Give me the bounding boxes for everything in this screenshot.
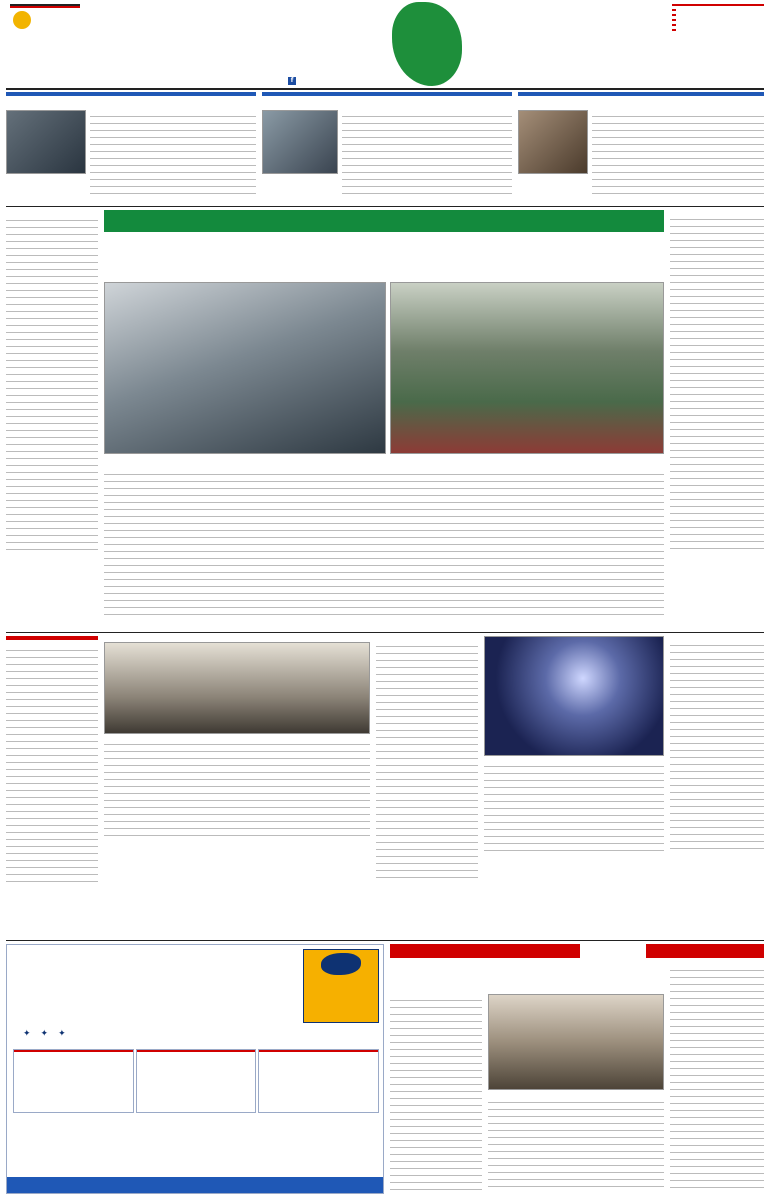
- lightning-photo: [484, 636, 664, 756]
- inside-item[interactable]: [672, 9, 764, 11]
- inside-item[interactable]: [672, 24, 764, 26]
- mid-col-body: [376, 640, 478, 880]
- service-item: ✦: [40, 1029, 49, 1039]
- lightning-body: [484, 760, 664, 856]
- divider: [6, 632, 764, 633]
- divider: [6, 940, 764, 941]
- left-story[interactable]: [6, 210, 98, 630]
- ncp-body-col3: [670, 964, 764, 1190]
- price-box: [10, 11, 80, 29]
- top-story-headline: [262, 92, 512, 96]
- tiger-icon: [321, 953, 361, 975]
- top-story-photo: [518, 110, 588, 174]
- mid-main-body: [104, 738, 370, 838]
- ncp-photo: [488, 994, 664, 1090]
- ad-footer: [7, 1177, 384, 1194]
- top-story-photo: [262, 110, 338, 174]
- top-story[interactable]: [262, 92, 512, 202]
- lead-photo-crowd: [390, 282, 664, 454]
- top-story-body: [342, 110, 512, 198]
- price-badge: [13, 11, 31, 29]
- courier-ad[interactable]: [6, 944, 384, 1194]
- facebook-icon: f: [288, 77, 296, 85]
- ncp-tab-1: [390, 944, 580, 958]
- lead-kicker: [104, 210, 664, 232]
- inside-item[interactable]: [672, 29, 764, 31]
- inside-item[interactable]: [672, 14, 764, 16]
- ncp-story[interactable]: [390, 944, 764, 1194]
- mid-left-story[interactable]: [6, 636, 98, 936]
- office: [136, 1049, 257, 1113]
- lead-body: [104, 468, 664, 618]
- top-story-body: [592, 110, 764, 198]
- mid-col-story[interactable]: [376, 636, 478, 936]
- masthead-rule: [6, 88, 764, 90]
- ad-logo: [303, 949, 379, 1023]
- ad-offices: [13, 1049, 379, 1113]
- inside-item[interactable]: [672, 19, 764, 21]
- top-story-headline: [518, 92, 764, 96]
- ncp-tab-2: [646, 944, 764, 958]
- lightning-story[interactable]: [484, 636, 664, 936]
- top-story[interactable]: [518, 92, 764, 202]
- mid-left-body: [6, 644, 98, 884]
- mid-main-story[interactable]: [104, 636, 370, 936]
- inside-pages-box: [672, 4, 764, 31]
- service-item: ✦: [23, 1029, 31, 1039]
- mid-main-photo: [104, 642, 370, 734]
- right-mid-story[interactable]: [670, 636, 764, 936]
- office: [258, 1049, 379, 1113]
- mid-left-headline: [6, 636, 98, 640]
- top-story[interactable]: [6, 92, 256, 202]
- left-story-body: [6, 214, 98, 554]
- right-mid-body: [670, 639, 764, 849]
- ad-services: [13, 1029, 379, 1039]
- office: [13, 1049, 134, 1113]
- right-story[interactable]: [670, 210, 764, 630]
- top-story-photo: [6, 110, 86, 174]
- bangladesh-map-icon: [392, 2, 462, 86]
- facebook-link[interactable]: [288, 77, 299, 85]
- date: [10, 6, 80, 8]
- masthead: [0, 0, 770, 86]
- masthead-dateline: [10, 4, 80, 29]
- top-story-body: [90, 110, 256, 198]
- service-item: ✦: [58, 1029, 66, 1039]
- logo: [130, 4, 650, 74]
- divider: [6, 206, 764, 207]
- lead-photo-car: [104, 282, 386, 454]
- ad-branches: [13, 1117, 379, 1173]
- ncp-body-col1: [390, 994, 482, 1190]
- inside-pages-title: [672, 4, 764, 6]
- top-story-headline: [6, 92, 256, 96]
- right-story-body: [670, 213, 764, 549]
- ncp-body-col2: [488, 1096, 664, 1190]
